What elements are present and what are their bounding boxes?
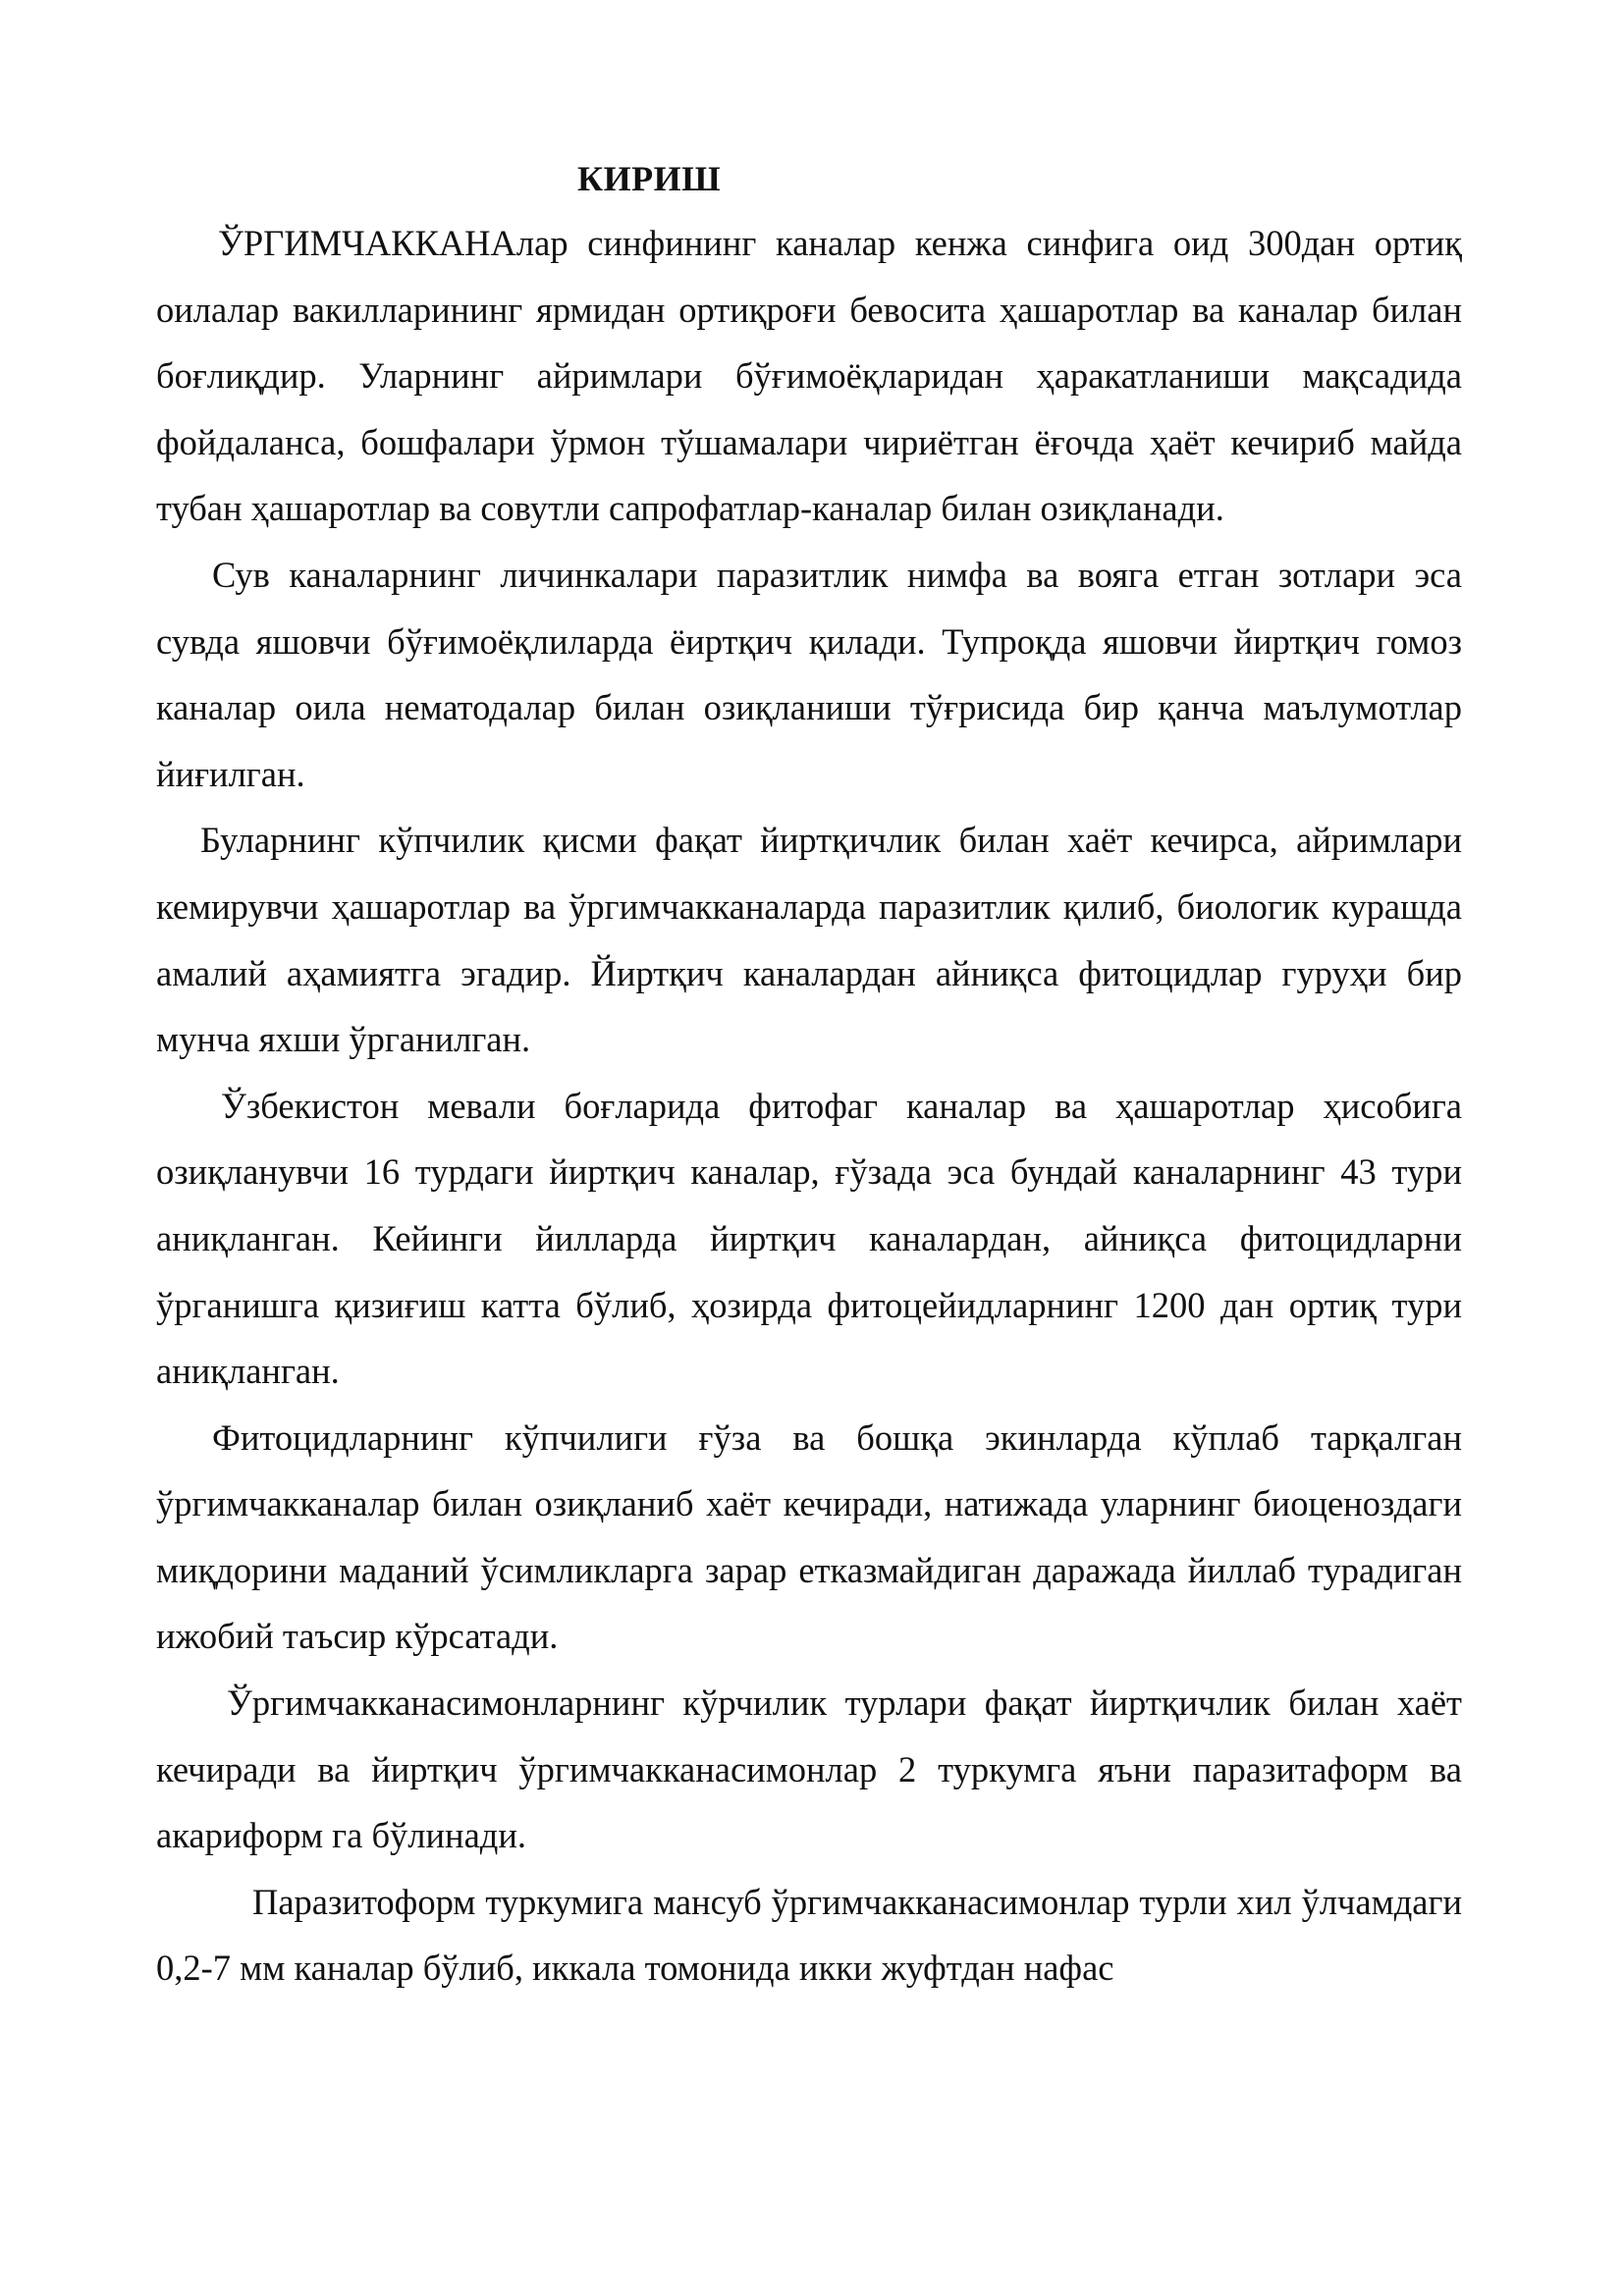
paragraph-phytoseiids: Фитоцидларнинг кўпчилиги ғўза ва бошқа экинларда кўплаб тарқалган ўргимчакканалар билан озиқланиб хаёт кечиради, натижада уларнинг биоценоздаги миқдорини маданий ўсимликларга зарар етказмайдиган даражада йиллаб турадиган ижобий таъсир кўрсатади. [156,1416,1462,1657]
page-title: КИРИШ [577,159,722,198]
paragraph-parasitiform: Паразитоформ туркумига мансуб ўргимчакканасимонлар турли хил ўлчамдаги 0,2-7 мм каналар бўлиб, иккала томонида икки жуфтдан нафас [156,1881,1462,1989]
paragraph-water-mites: Сув каналарнинг личинкалари паразитлик нимфа ва вояга етган зотлари эса сувда яшовчи бўғимоёқлиларда ёиртқич қилади. Тупроқда яшовчи йиртқич гомоз каналар оила нематодалар билан озиқланиши тўғрисида бир қанча маълумотлар йиғилган. [156,554,1462,794]
paragraph-predators: Буларнинг кўпчилик қисми фақат йиртқичлик билан хаёт кечирса, айримлари кемирувчи ҳашаротлар ва ўргимчакканаларда паразитлик қилиб, биологик курашда амалий аҳамиятга эгадир. Йиртқич каналардан айниқса фитоцидлар гуруҳи бир мунча яхши ўрганилган. [156,820,1462,1060]
paragraph-orders: Ўргимчакканасимонларнинг кўрчилик турлари фақат йиртқичлик билан хаёт кечиради ва йиртқич ўргимчакканасимонлар 2 туркумга яъни паразитаформ ва акариформ га бўлинади. [156,1682,1462,1856]
paragraph-intro: ЎРГИМЧАККАНАлар синфининг каналар кенжа синфига оид 300дан ортиқ оилалар вакилларининг ярмидан ортиқроғи бевосита ҳашаротлар ва каналар билан боғлиқдир. Уларнинг айримлари бўғимоёқларидан ҳаракатланиши мақсадида фойдаланса, бошфалари ўрмон тўшамалари чириётган ёғочда ҳаёт кечириб майда тубан ҳашаротлар ва совутли сапрофатлар-каналар билан озиқланади. [156,223,1462,529]
paragraph-uzbekistan: Ўзбекистон мевали боғларида фитофаг каналар ва ҳашаротлар ҳисобига озиқланувчи 16 турдаги йиртқич каналар, ғўзада эса бундай каналарнинг 43 тури аниқланган. Кейинги йилларда йиртқич каналардан, айниқса фитоцидларни ўрганишга қизиғиш катта бўлиб, ҳозирда фитоцейидларнинг 1200 дан ортиқ тури аниқланган. [156,1085,1462,1392]
body-text [156,210,1462,2002]
